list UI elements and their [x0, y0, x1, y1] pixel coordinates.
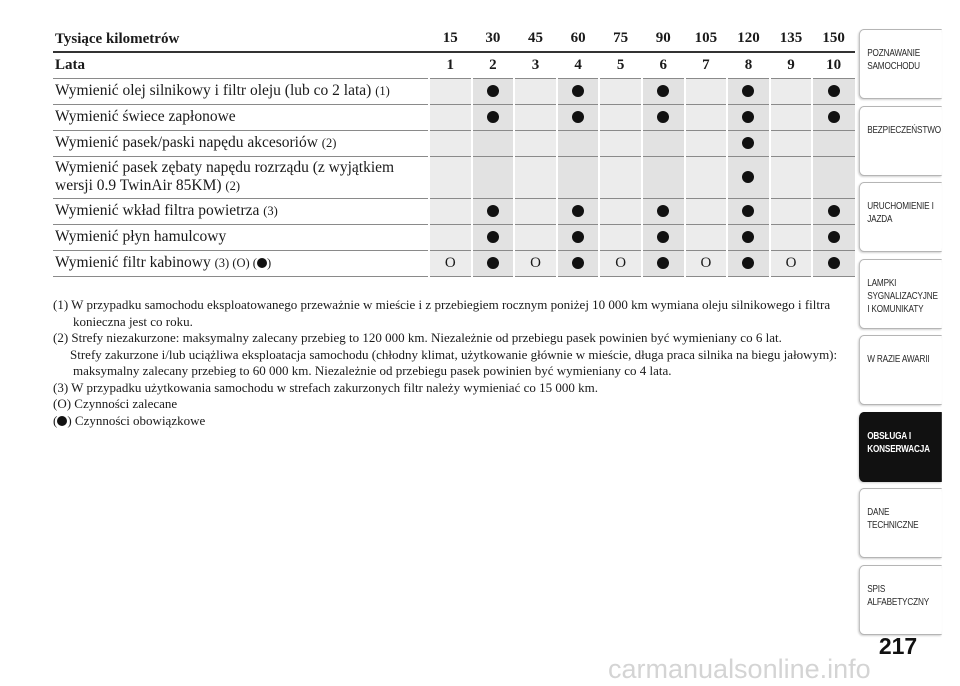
mandatory-dot-icon [828, 257, 840, 269]
mandatory-dot-icon [742, 111, 754, 123]
mandatory-dot-icon [572, 111, 584, 123]
mandatory-dot-icon [742, 205, 754, 217]
km-header-row-value: 135 [770, 26, 813, 52]
schedule-cell [599, 224, 642, 250]
filled-circle-icon [257, 258, 267, 268]
schedule-cell [429, 130, 472, 156]
schedule-cell [599, 250, 642, 276]
table-row [53, 78, 855, 104]
table-row [53, 198, 855, 224]
chapter-tab-label: BEZPIECZEŃSTWO [867, 124, 941, 136]
schedule-cell [685, 250, 728, 276]
schedule-cell [770, 78, 813, 104]
schedule-cell [770, 198, 813, 224]
km-header-row [53, 26, 855, 52]
schedule-cell [599, 104, 642, 130]
operation-label: Wymienić świece zapłonowe [53, 104, 429, 130]
chapter-tab-label: ALFABETYCZNY [867, 596, 930, 608]
years-header-row-value: 10 [812, 52, 855, 78]
watermark: carmanualsonline.info [608, 654, 871, 684]
legend-mandatory: ( ) Czynności obowiązkowe [53, 412, 206, 428]
chapter-tab-label: SPIS [867, 583, 886, 595]
years-header-row-value: 2 [472, 52, 515, 78]
chapter-tab-label: TECHNICZNE [867, 520, 919, 531]
schedule-cell [812, 198, 855, 224]
schedule-cell [514, 250, 557, 276]
schedule-cell [472, 130, 515, 156]
chapter-tab-label: POZNAWANIE [867, 48, 921, 59]
km-header-row-value: 30 [472, 26, 515, 52]
schedule-cell [557, 250, 600, 276]
chapter-tab[interactable] [859, 182, 942, 252]
recommended-mark: O [785, 254, 797, 271]
years-header-row-value: 4 [557, 52, 600, 78]
schedule-cell [514, 156, 557, 198]
schedule-cell [685, 198, 728, 224]
schedule-cell [770, 250, 813, 276]
years-header-row-value: 8 [727, 52, 770, 78]
chapter-tab[interactable] [859, 335, 942, 405]
schedule-cell [685, 78, 728, 104]
schedule-cell [599, 156, 642, 198]
footnote-ref: (2) [225, 179, 240, 193]
schedule-cell [514, 104, 557, 130]
km-header-row-value: 45 [514, 26, 557, 52]
km-header-row-label: Tysiące kilometrów [53, 26, 429, 52]
chapter-tab-label: OBSŁUGA I [867, 430, 911, 442]
chapter-tab[interactable] [859, 29, 942, 99]
mandatory-dot-icon [742, 171, 754, 183]
chapter-tab-label: LAMPKI [867, 277, 897, 289]
filled-circle-icon [57, 416, 67, 426]
years-header-row-value: 3 [514, 52, 557, 78]
recommended-mark: O [615, 254, 627, 271]
mandatory-dot-icon [657, 257, 669, 269]
schedule-cell [685, 224, 728, 250]
schedule-cell [812, 250, 855, 276]
years-header-row-label: Lata [53, 52, 429, 78]
schedule-cell [727, 104, 770, 130]
schedule-cell [770, 104, 813, 130]
footnote-ref: (2) [321, 136, 337, 150]
schedule-cell [557, 104, 600, 130]
schedule-cell [642, 198, 685, 224]
schedule-cell [685, 130, 728, 156]
mandatory-dot-icon [742, 85, 754, 97]
operation-label: Wymienić płyn hamulcowy [53, 224, 429, 250]
schedule-cell [472, 104, 515, 130]
maintenance-schedule-table [53, 26, 855, 277]
schedule-cell [812, 104, 855, 130]
recommended-mark: O [444, 254, 456, 271]
schedule-cell [812, 130, 855, 156]
chapter-tab-label: SAMOCHODU [867, 61, 920, 72]
schedule-cell [727, 78, 770, 104]
operation-label: Wymienić pasek zębaty napędu rozrządu (z wyjątkiem wersji 0.9 TwinAir 85KM) (2) [53, 156, 429, 198]
schedule-cell [642, 156, 685, 198]
mandatory-dot-icon [742, 231, 754, 243]
km-header-row-value: 105 [685, 26, 728, 52]
recommended-mark: O [700, 254, 712, 271]
years-header-row-value: 9 [770, 52, 813, 78]
schedule-cell [429, 224, 472, 250]
table-row [53, 130, 855, 156]
chapter-tab-label: JAZDA [867, 214, 893, 225]
schedule-cell [599, 78, 642, 104]
table-row [53, 104, 855, 130]
schedule-cell [429, 78, 472, 104]
schedule-cell [557, 130, 600, 156]
schedule-cell [727, 156, 770, 198]
footnote-2: (2) Strefy niezakurzone: maksymalny zalecany przebieg to 120 000 km. Niezależnie od przebiegu pasek powinien być wymieniany co 6 lat. [53, 330, 782, 345]
footnote-ref: (3) [263, 204, 278, 218]
mandatory-dot-icon [572, 257, 584, 269]
chapter-tab-label: DANE [867, 507, 890, 518]
chapter-tab-label: SYGNALIZACYJNE [867, 290, 938, 302]
mandatory-dot-icon [657, 85, 669, 97]
operation-label: Wymienić olej silnikowy i filtr oleju (lub co 2 lata) (1) [53, 78, 429, 104]
schedule-cell [642, 104, 685, 130]
mandatory-dot-icon [487, 231, 499, 243]
chapter-tab[interactable] [859, 259, 942, 329]
schedule-cell [599, 130, 642, 156]
schedule-cell [472, 156, 515, 198]
schedule-cell [557, 156, 600, 198]
km-header-row-value: 15 [429, 26, 472, 52]
km-header-row-value: 150 [812, 26, 855, 52]
schedule-cell [514, 130, 557, 156]
schedule-cell [770, 156, 813, 198]
mandatory-dot-icon [657, 231, 669, 243]
km-header-row-value: 75 [599, 26, 642, 52]
footnote-3: (3) W przypadku użytkowania samochodu w strefach zakurzonych filtr należy wymieniać co 15 000 km. [53, 379, 598, 395]
schedule-cell [514, 198, 557, 224]
schedule-cell [642, 224, 685, 250]
mandatory-dot-icon [828, 205, 840, 217]
schedule-cell [812, 78, 855, 104]
mandatory-dot-icon [828, 85, 840, 97]
km-header-row-value: 90 [642, 26, 685, 52]
chapter-tab[interactable] [859, 412, 942, 482]
operation-label: Wymienić pasek/paski napędu akcesoriów (2) [53, 130, 429, 156]
schedule-cell [429, 198, 472, 224]
schedule-cell [599, 198, 642, 224]
schedule-cell [472, 250, 515, 276]
years-header-row-value: 1 [429, 52, 472, 78]
mandatory-dot-icon [572, 231, 584, 243]
page-number: 217 [878, 633, 918, 659]
schedule-cell [642, 78, 685, 104]
schedule-cell [642, 130, 685, 156]
schedule-cell [514, 78, 557, 104]
mandatory-dot-icon [657, 111, 669, 123]
operation-label: Wymienić filtr kabinowy (3) (O) ( ) [53, 250, 429, 276]
schedule-cell [557, 198, 600, 224]
footnotes [53, 297, 843, 429]
footnote-1: (1) W przypadku samochodu eksploatowanego przeważnie w mieście i z przebiegiem rocznym poniżej 10 000 km wymiana oleju silnikowego i filtra konieczna jest co roku. [53, 297, 831, 329]
years-header-row [53, 52, 855, 78]
footnote-ref: (1) [375, 84, 390, 98]
legend-recommended: (O) Czynności zalecane [53, 396, 178, 411]
schedule-cell [685, 104, 728, 130]
mandatory-dot-icon [487, 85, 499, 97]
schedule-cell [727, 250, 770, 276]
schedule-cell [812, 156, 855, 198]
schedule-cell [429, 156, 472, 198]
table-row [53, 250, 855, 276]
mandatory-dot-icon [742, 257, 754, 269]
schedule-cell [472, 198, 515, 224]
mandatory-dot-icon [828, 231, 840, 243]
schedule-cell [642, 250, 685, 276]
chapter-tab-label: URUCHOMIENIE I [867, 201, 934, 212]
operation-label: Wymienić wkład filtra powietrza (3) [53, 198, 429, 224]
schedule-cell [770, 224, 813, 250]
chapter-tab[interactable] [859, 565, 942, 635]
km-header-row-value: 120 [727, 26, 770, 52]
schedule-cell [557, 78, 600, 104]
mandatory-dot-icon [572, 85, 584, 97]
chapter-tab-label: W RAZIE AWARII [867, 354, 930, 365]
table-row [53, 224, 855, 250]
km-header-row-value: 60 [557, 26, 600, 52]
table-row [53, 156, 855, 198]
chapter-tab[interactable] [859, 106, 942, 176]
mandatory-dot-icon [572, 205, 584, 217]
years-header-row-value: 7 [685, 52, 728, 78]
schedule-cell [770, 130, 813, 156]
schedule-cell [727, 224, 770, 250]
years-header-row-value: 6 [642, 52, 685, 78]
footnote-2-continued: Strefy zakurzone i/lub uciążliwa eksploatacja samochodu (chłodny klimat, użytkowanie głównie w mieście, długa praca silnika na biegu jałowym): maksymalny zalecany przebieg to 60 000 km. Niezależnie od przebiegu pasek powinien być wymieniany co 4 lata. [70, 346, 838, 378]
schedule-cell [812, 224, 855, 250]
schedule-cell [472, 78, 515, 104]
footnote-ref: (3) (O) ( [214, 256, 257, 270]
schedule-cell [429, 104, 472, 130]
schedule-cell [727, 198, 770, 224]
mandatory-dot-icon [742, 137, 754, 149]
mandatory-dot-icon [657, 205, 669, 217]
chapter-tab[interactable] [859, 488, 942, 558]
schedule-cell [727, 130, 770, 156]
schedule-cell [429, 250, 472, 276]
chapter-tab-label: I KOMUNIKATY [867, 303, 924, 315]
mandatory-dot-icon [487, 111, 499, 123]
schedule-cell [557, 224, 600, 250]
chapter-tab-label: KONSERWACJA [867, 443, 930, 455]
mandatory-dot-icon [487, 257, 499, 269]
recommended-mark: O [530, 254, 541, 271]
mandatory-dot-icon [828, 111, 840, 123]
years-header-row-value: 5 [599, 52, 642, 78]
schedule-cell [685, 156, 728, 198]
mandatory-dot-icon [487, 205, 499, 217]
schedule-cell [472, 224, 515, 250]
schedule-cell [514, 224, 557, 250]
